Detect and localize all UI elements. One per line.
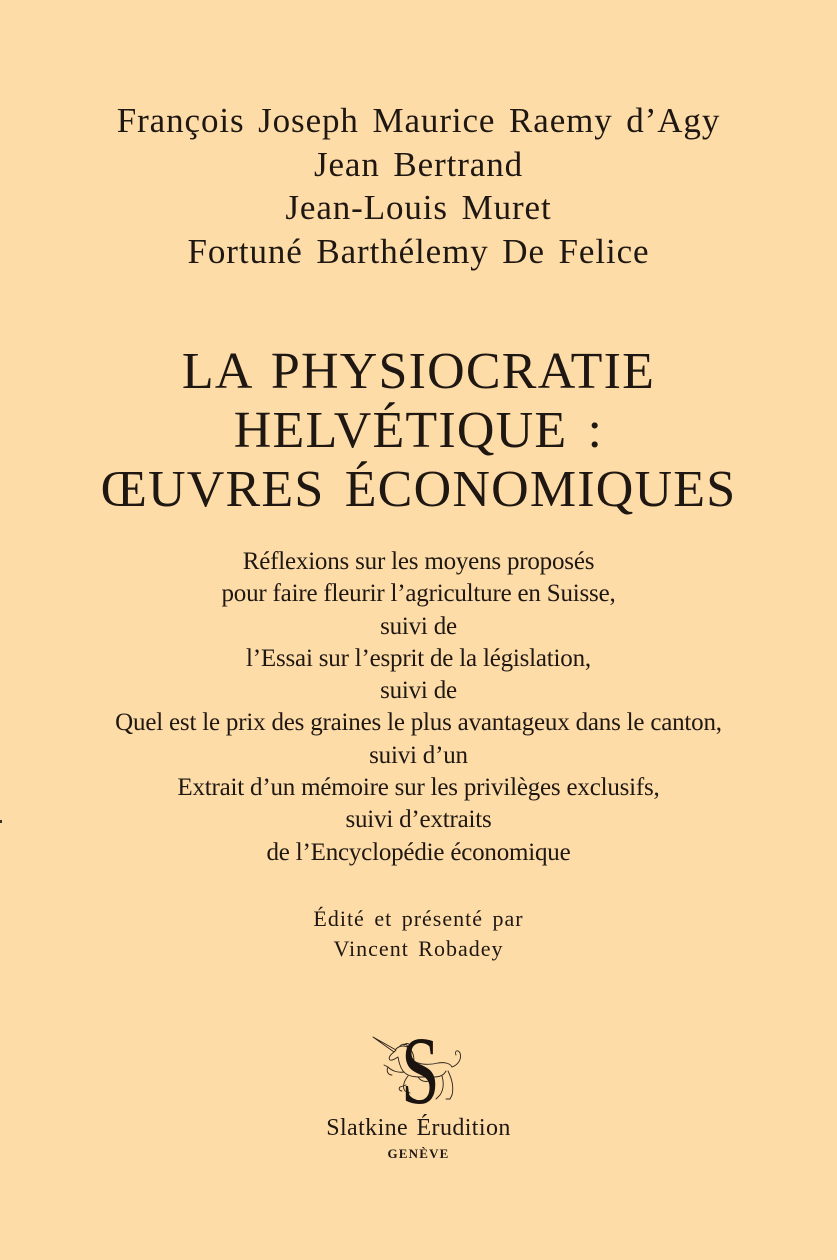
title-line: HELVÉTIQUE : (233, 402, 604, 459)
editor-name: Vincent Robadey (333, 936, 504, 961)
title-line: LA PHYSIOCRATIE (181, 343, 656, 400)
subtitle-line: Réflexions sur les moyens proposés (242, 548, 595, 575)
publisher-city: GENÈVE (387, 1146, 450, 1161)
book-subtitle (0, 546, 837, 869)
subtitle-line: suivi de (380, 677, 457, 705)
author: Jean-Louis Muret (285, 188, 552, 228)
subtitle-line: Extrait d’un mémoire sur les privilèges exclusifs, (177, 774, 660, 802)
subtitle-line: Quel est le prix des graines le plus avantageux dans le canton, (115, 709, 722, 737)
author: Jean Bertrand (313, 144, 524, 184)
publisher-name: Slatkine Érudition (326, 1115, 511, 1141)
unicorn-s-logo-icon (370, 1025, 470, 1110)
subtitle-line: suivi d’un (369, 741, 468, 769)
editor-credit (0, 904, 837, 964)
subtitle-line: de l’Encyclopédie économique (266, 838, 571, 866)
subtitle-line: suivi de (380, 612, 457, 640)
author: François Joseph Maurice Raemy d’Agy (116, 101, 721, 140)
authors-list (0, 99, 837, 274)
subtitle-line: l’Essai sur l’esprit de la législation, (246, 644, 591, 672)
subtitle-line: suivi d’extraits (345, 806, 492, 834)
editor-label: Édité et présenté par (313, 906, 524, 931)
title-line: ŒUVRES ÉCONOMIQUES (100, 461, 737, 518)
subtitle-line: pour faire fleurir l’agriculture en Suisse, (221, 580, 616, 608)
book-title (0, 342, 837, 519)
author: Fortuné Barthélemy De Felice (187, 232, 650, 272)
svg-text:S: S (401, 1025, 440, 1110)
